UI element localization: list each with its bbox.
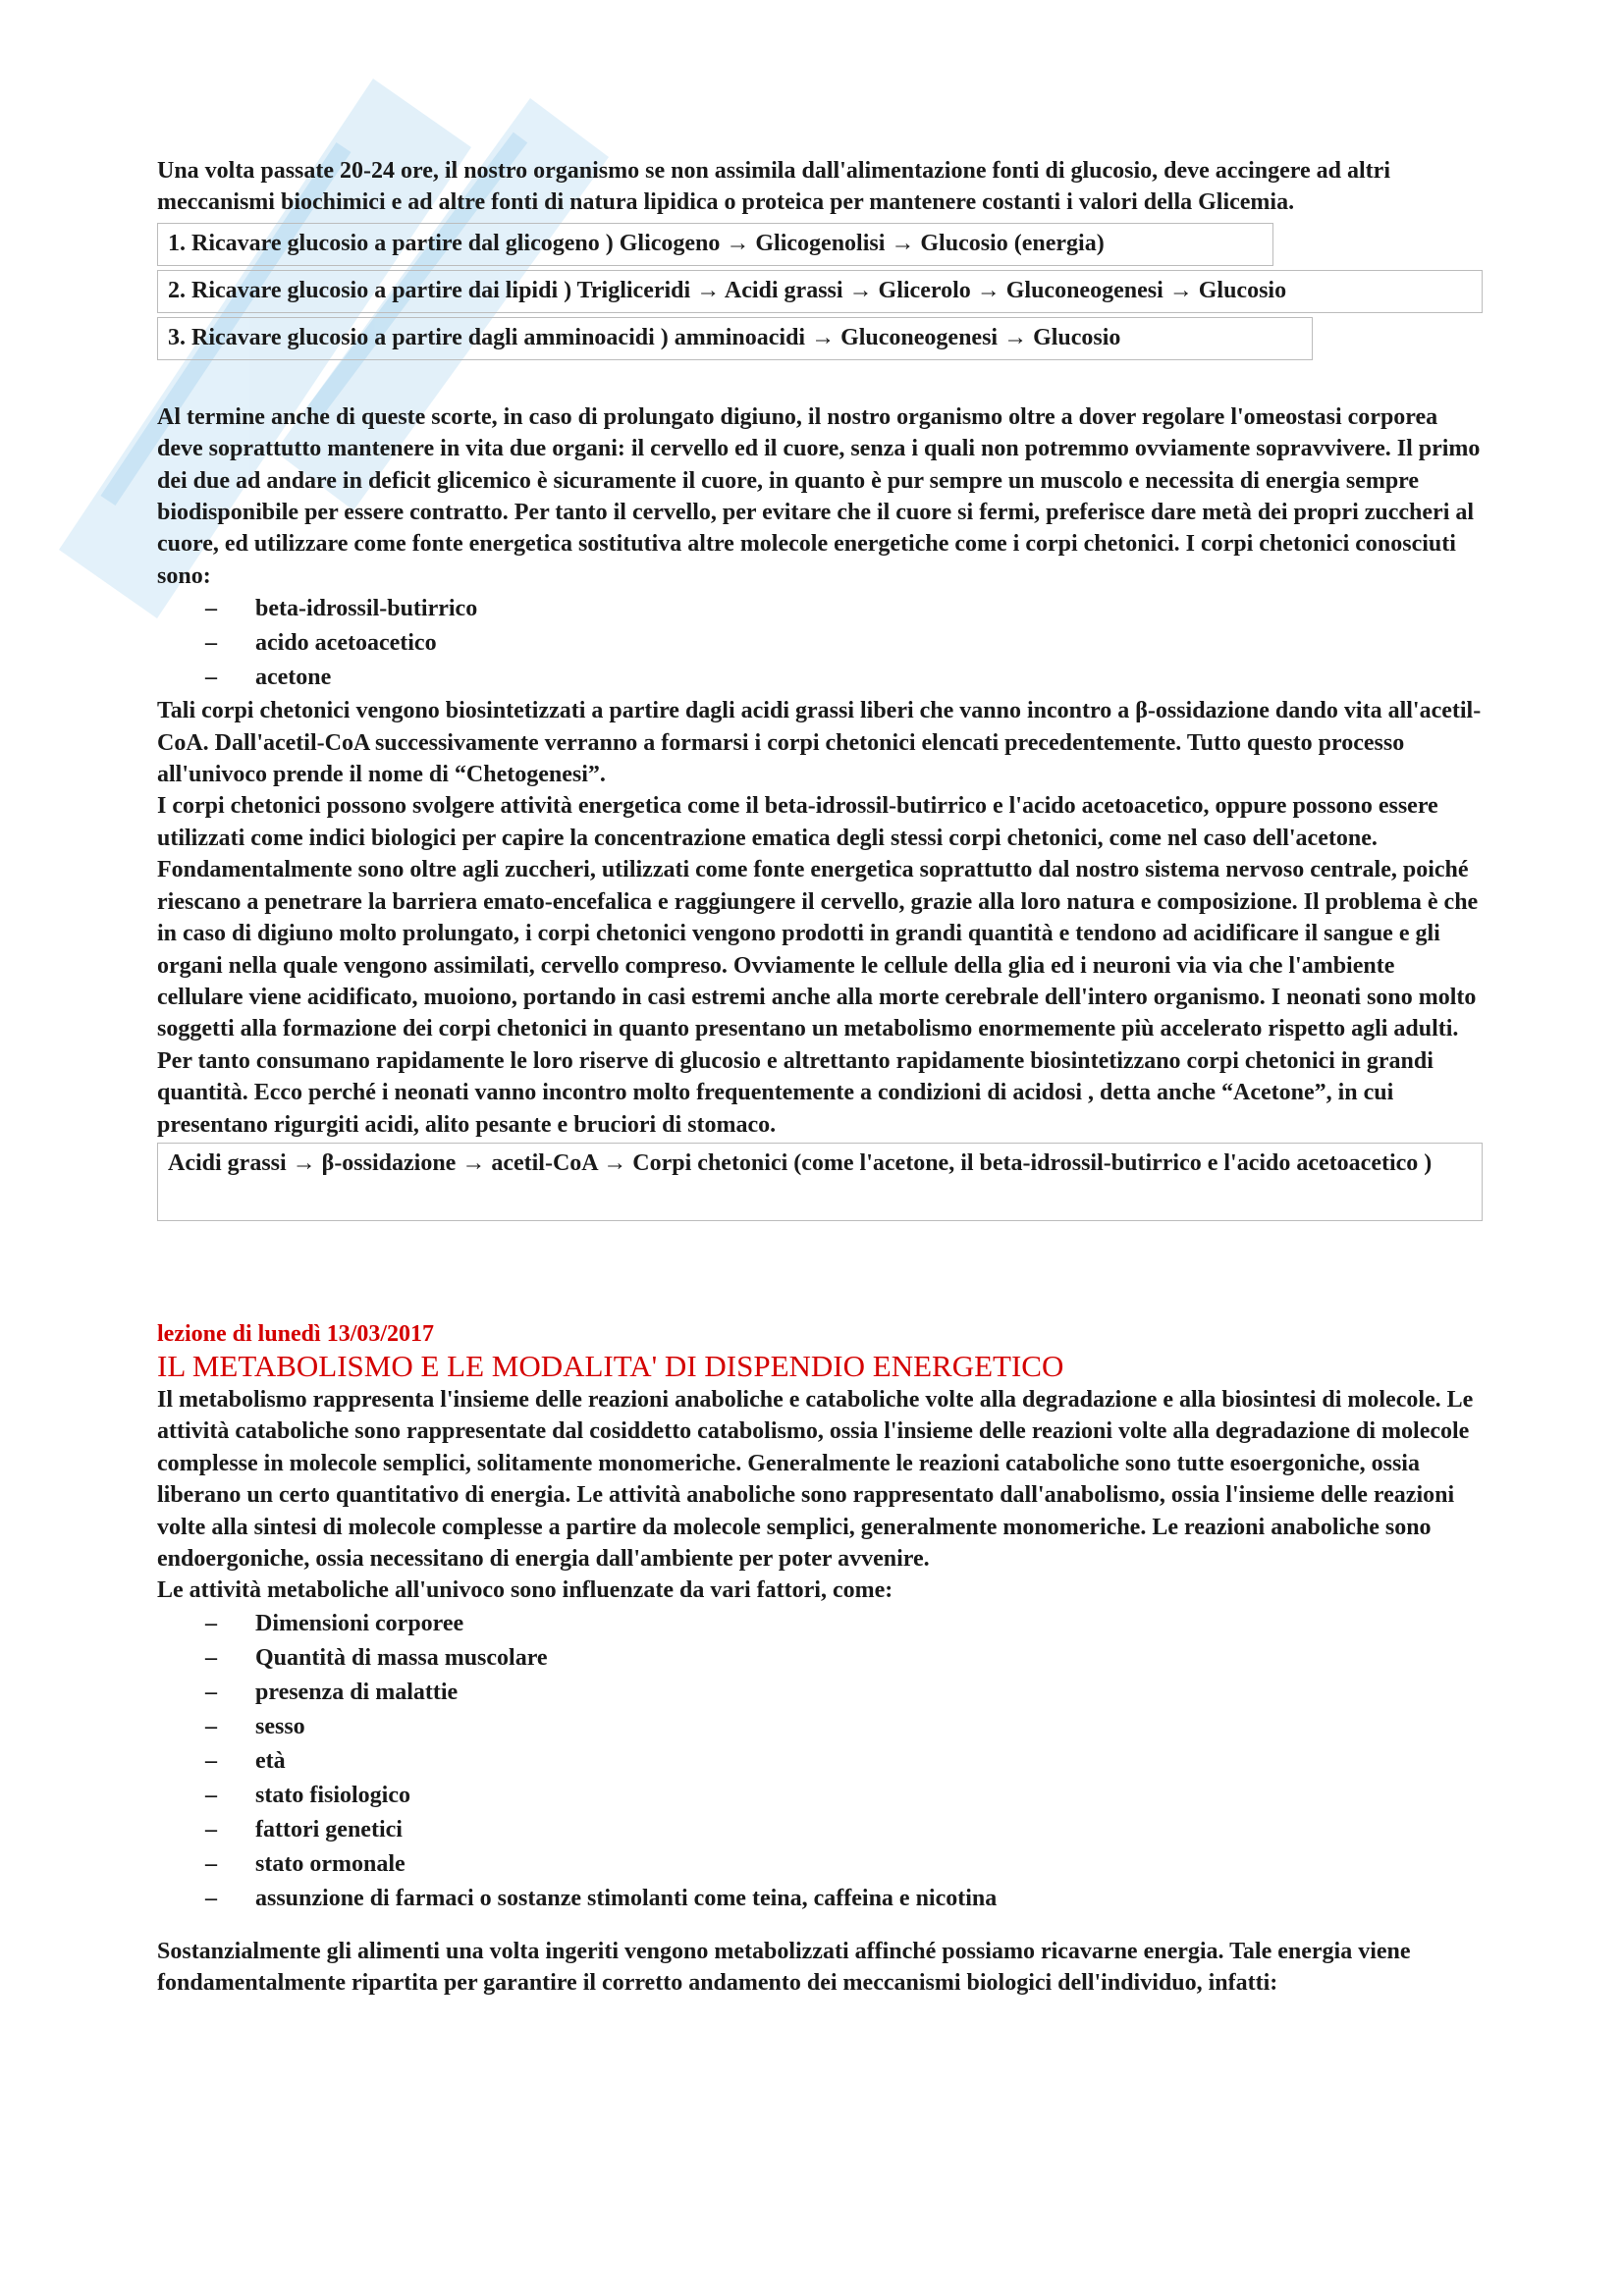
document-page — [157, 155, 1483, 2000]
digiuno-paragraph: Al termine anche di queste scorte, in caso di prolungato digiuno, il nostro organismo oltre a dover regolare l'omeostasi corporea deve soprattutto mantenere in vita due organi: il cervello ed il cuore, senza i quali non potremmo ovviamente sopravvivere. Il primo dei due ad andare in deficit glicemico è sicuramente il cuore, in quanto è pur sempre un muscolo e necessita di energia sempre biodisponibile per essere contratto. Per tanto il cervello, per evitare che il cuore si fermi, preferisce dare metà dei propri zuccheri al cuore, ed utilizzare come fonte energetica sostitutiva altre molecole energetiche come i corpi chetonici. I corpi chetonici conosciuti sono: — [157, 403, 1481, 589]
list-item: – acido acetoacetico — [157, 626, 1483, 661]
list-item: – stato fisiologico — [157, 1779, 1483, 1813]
list-item: – stato ormonale — [157, 1847, 1483, 1882]
glucose-box-1: 1. Ricavare glucosio a partire dal glicogeno ) Glicogeno → Glicogenolisi → Glucosio (energia) — [157, 223, 1273, 266]
glucose-box-2: 2. Ricavare glucosio a partire dai lipidi ) Trigliceridi → Acidi grassi → Glicerolo → Gluconeogenesi → Glucosio — [157, 270, 1483, 313]
alimenti-paragraph: Sostanzialmente gli alimenti una volta ingeriti vengono metabolizzati affinché possiamo ricavarne energia. Tale energia viene fondamentalmente ripartita per garantire il corretto andamento dei meccanismi biologici dell'individuo, infatti: — [157, 1938, 1411, 1997]
chetogenesi-paragraph: Tali corpi chetonici vengono biosintetizzati a partire dagli acidi grassi liberi che vanno incontro a β-ossidazione dando vita all'acetil-CoA. Dall'acetil-CoA successivamente verranno a formarsi i corpi chetonici elencati precedentemente. Tutto questo processo all'univoco prende il nome di “Chetogenesi”. — [157, 698, 1482, 788]
corpi-chetonici-list — [157, 592, 1483, 695]
metabolismo-paragraph: Il metabolismo rappresenta l'insieme delle reazioni anaboliche e cataboliche volte alla degradazione e alla biosintesi di molecole. Le attività cataboliche sono rappresentate dal cosiddetto catabolismo, ossia l'insieme delle reazioni volte alla degradazione di molecole complesse in molecole semplici, solitamente monomeriche. Generalmente le reazioni cataboliche sono tutte esoergoniche, ossia liberano un certo quantitativo di energia. Le attività anaboliche sono rappresentato dall'anabolismo, ossia l'insieme delle reazioni volte alla sintesi di molecole complesse a partire da molecole semplici, generalmente monomeriche. Le reazioni anaboliche sono endoergoniche, ossia necessitano di energia dall'ambiente per poter avvenire. — [157, 1386, 1474, 1572]
list-item: – Quantità di massa muscolare — [157, 1641, 1483, 1676]
glucose-box-3: 3. Ricavare glucosio a partire dagli amminoacidi ) amminoacidi → Gluconeogenesi → Glucosio — [157, 317, 1313, 360]
list-item: – assunzione di farmaci o sostanze stimolanti come teina, caffeina e nicotina — [157, 1882, 1483, 1916]
list-item: – sesso — [157, 1710, 1483, 1744]
list-item: – età — [157, 1744, 1483, 1779]
lesson-date: lezione di lunedì 13/03/2017 — [157, 1320, 435, 1347]
list-item: – presenza di malattie — [157, 1676, 1483, 1710]
fattori-paragraph: Le attività metaboliche all'univoco sono influenzate da vari fattori, come: — [157, 1577, 893, 1604]
list-item: – acetone — [157, 661, 1483, 695]
attivita-paragraph: I corpi chetonici possono svolgere attività energetica come il beta-idrossil-butirrico e l'acido acetoacetico, oppure possono essere utilizzati come indici biologici per capire la concentrazione ematica degli stessi corpi chetonici, come nel caso dell'acetone. Fondamentalmente sono oltre agli zuccheri, utilizzati come fonte energetica soprattutto dal nostro sistema nervoso centrale, poiché riescano a penetrare la barriera emato-encefalica e raggiungere il cervello, grazie alla loro natura e composizione. Il problema è che in caso di digiuno molto prolungato, i corpi chetonici vengono prodotti in grandi quantità e tendono ad acidificare il sangue e gli organi nella quale vengono assimilati, cervello compreso. Ovviamente le cellule della glia ed i neuroni via via che l'ambiente cellulare viene acidificato, muoiono, portando in casi estremi anche alla morte cerebrale dell'intero organismo. I neonati sono molto soggetti alla formazione dei corpi chetonici in quanto presentano un metabolismo enormemente più accelerato rispetto agli adulti. Per tanto consumano rapidamente le loro riserve di glucosio e altrettanto rapidamente biosintetizzano corpi chetonici in grandi quantità. Ecco perché i neonati vanno incontro molto frequentemente a condizioni di acidosi , detta anche “Acetone”, in cui presentano rigurgiti acidi, alito pesante e bruciori di stomaco. — [157, 793, 1479, 1138]
fattori-list — [157, 1607, 1483, 1916]
list-item: – beta-idrossil-butirrico — [157, 592, 1483, 626]
list-item: – Dimensioni corporee — [157, 1607, 1483, 1641]
list-item: – fattori genetici — [157, 1813, 1483, 1847]
section-heading: IL METABOLISMO E LE MODALITA' DI DISPENDIO ENERGETICO — [157, 1348, 1064, 1383]
chetoni-box: Acidi grassi → β-ossidazione → acetil-CoA → Corpi chetonici (come l'acetone, il beta-idrossil-butirrico e l'acido acetoacetico ) — [157, 1143, 1483, 1221]
intro-paragraph: Una volta passate 20-24 ore, il nostro organismo se non assimila dall'alimentazione fonti di glucosio, deve accingere ad altri meccanismi biochimici e ad altre fonti di natura lipidica o proteica per mantenere costanti i valori della Glicemia. — [157, 158, 1390, 216]
